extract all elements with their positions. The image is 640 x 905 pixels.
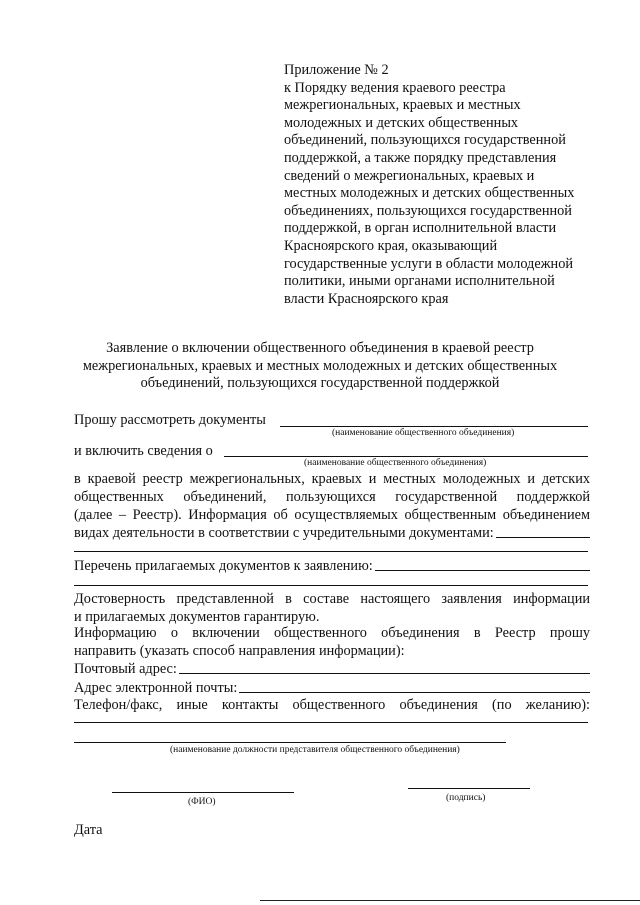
signature-field[interactable] xyxy=(408,788,530,789)
docs-list-label: Перечень прилагаемых документов к заявлению: xyxy=(74,558,373,574)
body-line: общественных объединений, пользующихся государственной поддержкой xyxy=(74,489,590,505)
appendix-line: Приложение № 2 xyxy=(284,62,389,78)
org-name-field-1[interactable] xyxy=(280,426,588,427)
email-row xyxy=(74,679,590,697)
appendix-line: межрегиональных, краевых и местных xyxy=(284,97,521,114)
body-line: (далее – Реестр). Информация об осуществляемых общественным объединением xyxy=(74,507,590,523)
title-line: межрегиональных, краевых и местных молодежных и детских общественных xyxy=(82,357,558,374)
appendix-line: поддержкой, а также порядку представления xyxy=(284,149,557,166)
signature-caption: (подпись) xyxy=(446,793,486,803)
phone-field[interactable] xyxy=(74,722,588,723)
appendix-line: объединениях, пользующихся государственной xyxy=(284,202,572,219)
request-label: Прошу рассмотреть документы xyxy=(74,412,266,428)
docs-list-row xyxy=(74,557,590,575)
scan-edge-line xyxy=(260,900,640,901)
activities-field-line-2[interactable] xyxy=(74,551,588,552)
docs-list-field-line-2[interactable] xyxy=(74,585,588,586)
activities-row xyxy=(74,524,590,542)
postal-label: Почтовый адрес: xyxy=(74,661,177,677)
activities-field[interactable] xyxy=(496,524,590,538)
document-title xyxy=(70,340,570,393)
guarantee-line: и прилагаемых документов гарантирую. xyxy=(74,609,320,625)
postal-row xyxy=(74,660,590,678)
appendix-line: политики, иными органами исполнительной xyxy=(284,273,555,290)
fio-field[interactable] xyxy=(112,792,294,793)
appendix-line: молодежных и детских общественных xyxy=(284,114,519,131)
send-line: направить (указать способ направления информации): xyxy=(74,643,405,659)
appendix-line: к Порядку ведения краевого реестра xyxy=(284,79,506,96)
org-name-field-2[interactable] xyxy=(224,456,588,457)
guarantee-line: Достоверность представленной в составе настоящего заявления информации xyxy=(74,591,590,607)
postal-field[interactable] xyxy=(179,660,590,674)
fio-caption: (ФИО) xyxy=(188,797,216,807)
title-line: объединений, пользующихся государственной поддержкой xyxy=(140,375,500,391)
appendix-line: государственные услуги в области молодежной xyxy=(284,255,574,272)
appendix-line: Красноярского края, оказывающий xyxy=(284,237,498,254)
activities-label: видах деятельности в соответствии с учредительными документами: xyxy=(74,525,494,541)
email-field[interactable] xyxy=(239,679,590,693)
title-line: Заявление о включении общественного объединения в краевой реестр xyxy=(106,340,534,356)
appendix-header xyxy=(284,62,614,308)
appendix-line: власти Красноярского края xyxy=(284,290,449,307)
org-name-caption-1: (наименование общественного объединения) xyxy=(332,428,515,438)
phone-label: Телефон/факс, иные контакты общественного объединения (по желанию): xyxy=(74,697,590,713)
appendix-line: поддержкой, в орган исполнительной власти xyxy=(284,220,557,237)
date-label: Дата xyxy=(74,822,103,838)
send-line: Информацию о включении общественного объединения в Реестр прошу xyxy=(74,625,590,641)
position-caption: (наименование должности представителя общественного объединения) xyxy=(170,745,460,755)
body-line: в краевой реестр межрегиональных, краевых и местных молодежных и детских xyxy=(74,471,590,487)
email-label: Адрес электронной почты: xyxy=(74,680,238,696)
appendix-line: местных молодежных и детских общественных xyxy=(284,185,575,202)
docs-list-field[interactable] xyxy=(375,557,590,571)
include-label: и включить сведения о xyxy=(74,443,213,459)
appendix-line: сведений о межрегиональных, краевых и xyxy=(284,167,535,184)
appendix-line: объединений, пользующихся государственной xyxy=(284,132,566,149)
position-field[interactable] xyxy=(74,742,506,743)
org-name-caption-2: (наименование общественного объединения) xyxy=(304,458,487,468)
